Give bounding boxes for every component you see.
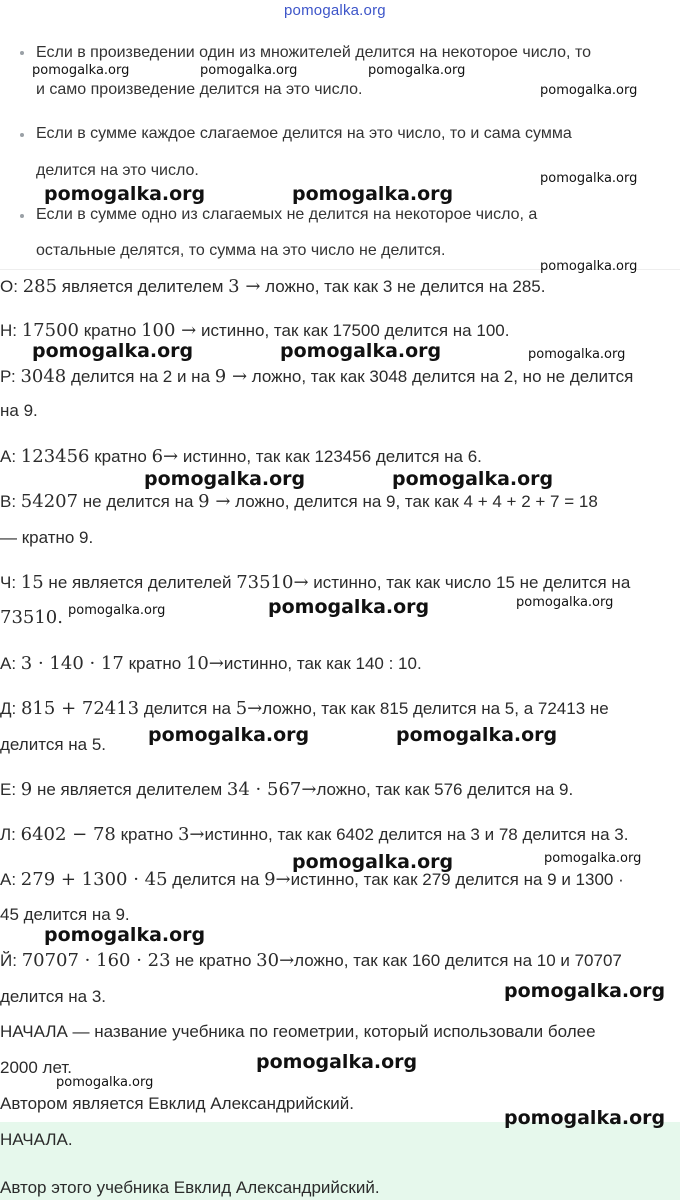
answer-label: Н:: [0, 321, 17, 340]
watermark: pomogalka.org: [268, 596, 430, 618]
site-logo[interactable]: pomogalka.org: [284, 2, 386, 19]
answer-expr: 279 + 1300 · 45: [20, 869, 168, 890]
answer-text: не кратно: [170, 951, 257, 970]
answer-continuation: на 9.: [0, 401, 38, 420]
answer-expr2: 9 →: [198, 491, 231, 512]
watermark: pomogalka.org: [540, 83, 638, 98]
watermark: pomogalka.org: [368, 63, 466, 78]
answer-rest: истинно, так как 140 : 10.: [223, 654, 422, 673]
answer-text: делится на: [167, 870, 265, 889]
watermark: pomogalka.org: [540, 171, 638, 186]
answer-expr: 17500: [21, 320, 79, 341]
answer-text: кратно: [115, 825, 178, 844]
answer-box-text: Автор этого учебника Евклид Александрийский.: [0, 1178, 380, 1197]
watermark: pomogalka.org: [68, 603, 166, 618]
rule-2-line1: Если в сумме каждое слагаемое делится на это число, то и сама сумма: [36, 125, 572, 142]
answer-continuation: 45 делится на 9.: [0, 905, 130, 924]
answer-label: Д:: [0, 699, 17, 718]
answer-expr2: 34 · 567→: [226, 779, 317, 800]
watermark: pomogalka.org: [544, 851, 642, 866]
answer-text: не является делителем: [32, 780, 227, 799]
answer-rest: истинно, так как 6402 делится на 3 и 78 делится на 3.: [204, 825, 629, 844]
watermark: pomogalka.org: [396, 724, 558, 746]
answer-rest: ложно, так как 815 делится на 5, а 72413 не: [262, 699, 609, 718]
answer-rest: ложно, так как 576 делится на 9.: [316, 780, 574, 799]
answer-text: не делится на: [78, 492, 199, 511]
watermark: pomogalka.org: [32, 63, 130, 78]
watermark: pomogalka.org: [280, 340, 442, 362]
watermark: pomogalka.org: [44, 183, 206, 205]
answer-expr2: 73510→: [236, 572, 309, 593]
answer-continuation: 73510.: [0, 607, 63, 628]
watermark: pomogalka.org: [540, 259, 638, 274]
answer-expr: 70707 · 160 · 23: [21, 950, 171, 971]
answer-continuation: — кратно 9.: [0, 528, 94, 547]
answer-text: делится на 2 и на: [66, 367, 215, 386]
answer-rest: ложно, делится на 9, так как 4 + 4 + 2 + 7 = 18: [230, 492, 598, 511]
answer-expr2: 30→: [256, 950, 295, 971]
answer-row: [0, 698, 609, 719]
answer-row: [0, 824, 628, 845]
bullet-icon: [20, 133, 24, 137]
rule-2-line2: делится на это число.: [36, 162, 199, 179]
answer-row: [0, 366, 633, 387]
rule-3-line1: Если в сумме одно из слагаемых не делится на некоторое число, а: [36, 206, 538, 223]
answer-box-title: НАЧАЛА.: [0, 1130, 73, 1149]
answer-expr: 6402 − 78: [20, 824, 116, 845]
answer-row: [0, 491, 598, 512]
answer-expr2: 6→: [151, 446, 179, 467]
answer-rest: истинно, так как 279 делится на 9 и 1300 ·: [290, 870, 624, 889]
answer-expr2: 10→: [185, 653, 224, 674]
watermark: pomogalka.org: [144, 468, 306, 490]
answer-label: Р:: [0, 367, 16, 386]
conclusion-line1: НАЧАЛА — название учебника по геометрии, который использовали более: [0, 1022, 596, 1041]
answer-text: кратно: [89, 447, 152, 466]
answer-row: [0, 572, 630, 593]
watermark: pomogalka.org: [504, 980, 666, 1002]
answer-label: А:: [0, 870, 17, 889]
rule-3-line2: остальные делятся, то сумма на это число не делится.: [36, 242, 446, 259]
answer-text: не является делителей: [43, 573, 237, 592]
answer-expr: 54207: [20, 491, 79, 512]
watermark: pomogalka.org: [292, 851, 454, 873]
bullet-icon: [20, 214, 24, 218]
answer-expr2: 9 →: [214, 366, 248, 387]
answer-rest: истинно, так как число 15 не делится на: [308, 573, 631, 592]
answer-label: А:: [0, 447, 17, 466]
rule-1-line1: Если в произведении один из множителей делится на некоторое число, то: [36, 44, 591, 61]
answer-expr2: 100 →: [141, 320, 197, 341]
answer-text: кратно: [79, 321, 142, 340]
watermark: pomogalka.org: [148, 724, 310, 746]
answer-label: Ч:: [0, 573, 17, 592]
watermark: pomogalka.org: [392, 468, 554, 490]
answer-expr: 3048: [20, 366, 67, 387]
watermark: pomogalka.org: [504, 1107, 666, 1129]
bullet-icon: [20, 51, 24, 55]
answer-expr: 3 · 140 · 17: [20, 653, 124, 674]
answer-row: [0, 320, 509, 341]
answer-rest: ложно, так как 3 не делится на 285.: [260, 277, 546, 296]
answer-continuation: делится на 5.: [0, 735, 106, 754]
answer-row: [0, 950, 622, 971]
watermark: pomogalka.org: [516, 595, 614, 610]
answer-expr2: 5→: [235, 698, 263, 719]
answer-label: Е:: [0, 780, 17, 799]
answer-rest: истинно, так как 123456 делится на 6.: [178, 447, 482, 466]
answer-expr: 123456: [20, 446, 90, 467]
answer-label: Й:: [0, 951, 17, 970]
answer-label: О:: [0, 277, 18, 296]
watermark: pomogalka.org: [528, 347, 626, 362]
answer-text: делится на: [139, 699, 236, 718]
answer-row: [0, 446, 482, 467]
answer-row: [0, 779, 573, 800]
answer-expr2: 3→: [177, 824, 205, 845]
answer-label: А:: [0, 654, 17, 673]
answer-rest: истинно, так как 17500 делится на 100.: [196, 321, 510, 340]
answer-expr: 285: [22, 276, 58, 297]
watermark: pomogalka.org: [200, 63, 298, 78]
answer-expr2: 9→: [264, 869, 291, 890]
conclusion-line2: 2000 лет.: [0, 1058, 72, 1077]
answer-expr: 15: [20, 572, 44, 593]
watermark: pomogalka.org: [44, 924, 206, 946]
answer-rest: ложно, так как 160 делится на 10 и 70707: [294, 951, 622, 970]
answer-text: кратно: [123, 654, 186, 673]
answer-continuation: делится на 3.: [0, 987, 106, 1006]
watermark: pomogalka.org: [292, 183, 454, 205]
watermark: pomogalka.org: [256, 1051, 418, 1073]
answer-row: [0, 276, 545, 297]
rule-1-line2: и само произведение делится на это число.: [36, 81, 363, 98]
answer-expr2: 3 →: [228, 276, 261, 297]
answer-expr: 815 + 72413: [20, 698, 140, 719]
answer-row: [0, 653, 422, 674]
answer-label: Л:: [0, 825, 16, 844]
answer-expr: 9: [20, 779, 33, 800]
watermark: pomogalka.org: [32, 340, 194, 362]
conclusion-line3: Автором является Евклид Александрийский.: [0, 1094, 355, 1113]
watermark: pomogalka.org: [56, 1075, 154, 1090]
answer-rest: ложно, так как 3048 делится на 2, но не делится: [247, 367, 634, 386]
answer-text: является делителем: [57, 277, 229, 296]
answer-label: В:: [0, 492, 17, 511]
